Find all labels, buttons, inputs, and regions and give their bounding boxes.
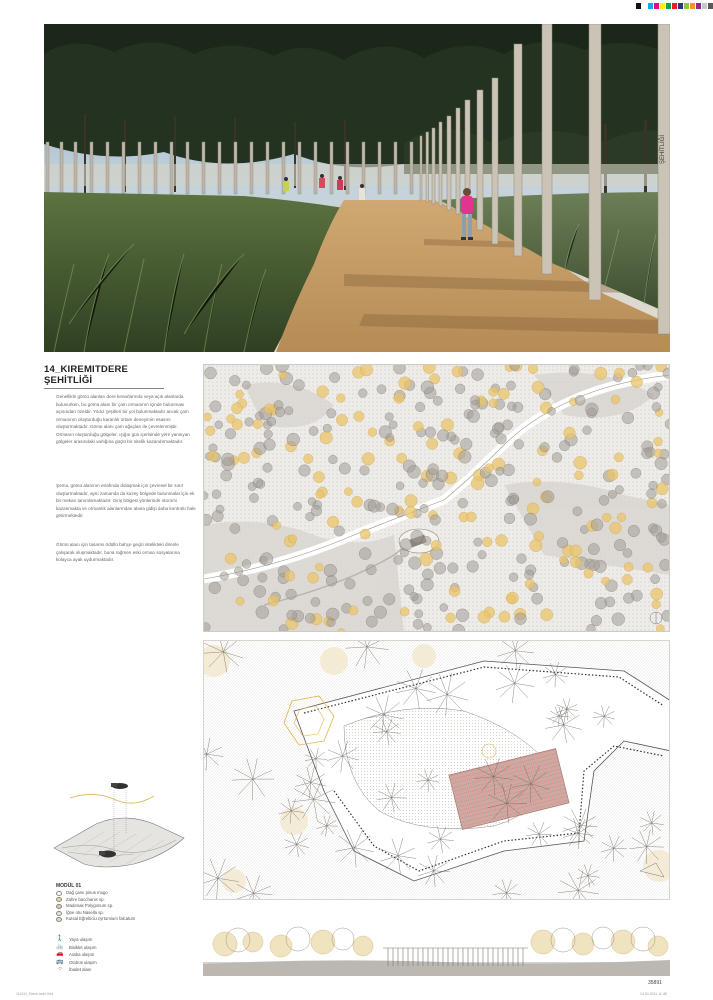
- description-paragraph-1: Genellikle gömü alanları dere kenarlarında veya açık alanlarda bulunurken, bu gömü alanı bir çam ormanının içinde bulunması açısından özeldir. Yıldız çeşitleri bir yol bulunmaktadır ancak çam ormanının oluşturduğu karanlık ortam deneyimin esasını oluşturmaktadır. Gömü alanı çam ağaçları ile çevrelenmiştir. Ormanın oluşturduğu gölgeler, ışığın gün içerisinde yere yansıyan gölgeler arasındaki varlığına güçlü bir nitelik kazandırmaktadır.: [56, 394, 190, 444]
- species-legend: [56, 890, 135, 923]
- section-elevation: [203, 922, 670, 976]
- shrub-icon: [56, 897, 62, 902]
- print-footer-right: 14.04.2011 11:48: [640, 992, 667, 996]
- legend-item: Dağ çamı pinus mugo: [56, 890, 135, 897]
- sheet-number: 35891: [648, 980, 662, 986]
- color-swatch: [648, 3, 653, 9]
- color-swatch: [696, 3, 701, 9]
- pillar-inscription: ŞEHİTLİĞİ: [660, 134, 666, 164]
- bicycle-icon: 🚲: [56, 943, 64, 950]
- legend-item: 🚲 Bisiklet ulaşım: [56, 943, 97, 950]
- legend-title: MODÜL 01: [56, 883, 82, 889]
- color-swatch: [678, 3, 683, 9]
- color-swatch: [690, 3, 695, 9]
- module-axonometric: [44, 772, 194, 872]
- color-swatch: [672, 3, 677, 9]
- legend-item: 🚌 Otobüs ulaşım: [56, 958, 97, 965]
- hero-rendering: [44, 24, 670, 352]
- color-swatch: [708, 3, 713, 9]
- description-paragraph-3: Gömü alanı için tasarısı ödüllü bahçe geçiti nitelikteki direnle çalışarak oluşmaktadır, buna rağmen eski orman sosyalarına kolayca ayak uydurmaktadır.: [56, 542, 180, 562]
- legend-item: Kutsal Eğrelticiu cyrtomium falcatum: [56, 916, 135, 923]
- legend-item: Zahre bacchanis sp.: [56, 897, 135, 904]
- grass-icon: [56, 911, 62, 916]
- page-title: 14_KIREMITDERE ŞEHİTLİĞİ: [44, 364, 164, 389]
- car-icon: 🚗: [56, 951, 64, 958]
- color-swatch-strip: [636, 3, 713, 9]
- bus-icon: 🚌: [56, 958, 64, 965]
- legend-item: İğne otu Nasella sp.: [56, 910, 135, 917]
- legend-item: 🚗 Araba ulaşım: [56, 951, 95, 958]
- legend-item: ○ İbadet alanı: [56, 966, 97, 974]
- color-swatch: [660, 3, 665, 9]
- access-legend: [56, 936, 97, 974]
- color-swatch: [654, 3, 659, 9]
- color-swatch: [684, 3, 689, 9]
- pine-icon: [56, 891, 62, 896]
- color-swatch: [642, 3, 647, 9]
- plant-icon: [56, 904, 62, 909]
- color-swatch: [666, 3, 671, 9]
- site-plan: [203, 364, 670, 632]
- worship-area-icon: ○: [58, 966, 62, 973]
- fern-icon: [56, 917, 62, 922]
- detail-plan: [203, 640, 670, 900]
- color-swatch: [636, 3, 641, 9]
- legend-item: 🚶 Yaya ulaşım: [56, 936, 93, 942]
- pedestrian-icon: 🚶: [56, 936, 64, 942]
- print-footer-left: 111011_Kirem.indd Yeni: [16, 992, 54, 996]
- legend-item: Madımak Polygonum sp.: [56, 903, 135, 910]
- color-swatch: [702, 3, 707, 9]
- description-paragraph-2: Şema, gömü alanının etrafında dolaşmak için çevresel bir sınır oluşturmaktadır, aynı zamanda da kuzey bölgede bulunmalar için ek bir mekan tanımlamaktadır. Giriş bölgesi yönlerinde otoromi kazanmakta ve ormanlık alanlarından alana gidişi daha kontrolü hale getirmektedir.: [56, 483, 196, 518]
